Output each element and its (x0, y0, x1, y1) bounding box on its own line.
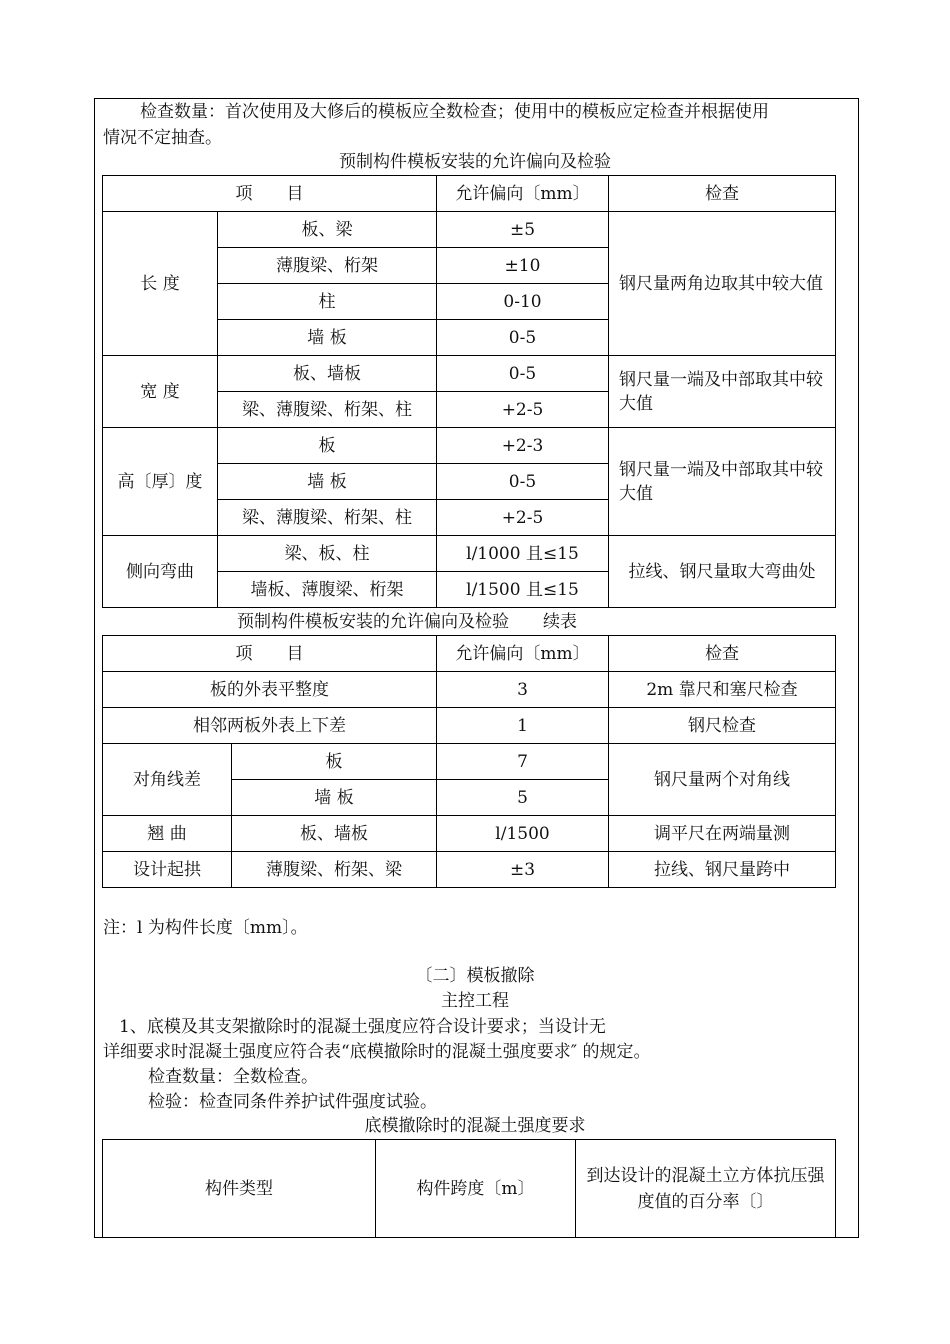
value-cell: l/1500 且≤15 (437, 572, 609, 608)
check-cell: 钢尺检查 (609, 708, 836, 744)
item-cell: 梁、板、柱 (218, 536, 437, 572)
section-heading: 〔二〕模板撤除 (415, 966, 535, 986)
table1-header-row (103, 176, 836, 212)
table2-header-value: 允许偏向〔mm〕 (437, 636, 609, 672)
table3-header-strength: 到达设计的混凝土立方体抗压强度值的百分率〔〕 (576, 1140, 836, 1238)
table3 (102, 1139, 836, 1238)
check-cell: 拉线、钢尺量跨中 (609, 852, 836, 888)
table-row (103, 852, 836, 888)
value-cell: ±5 (437, 212, 609, 248)
table-row (103, 708, 836, 744)
table-row (103, 536, 836, 572)
table1 (102, 175, 836, 608)
para1-line-1: 1、底模及其支架撤除时的混凝土强度应符合设计要求；当设计无 (119, 1017, 606, 1037)
group-name: 高〔厚〕度 (103, 428, 218, 536)
value-cell: +2-5 (437, 392, 609, 428)
table2-title: 预制构件模板安装的允许偏向及检验 续表 (237, 612, 577, 632)
table3-header-type: 构件类型 (103, 1140, 376, 1238)
check-cell: 钢尺量一端及中部取其中较大值 (609, 428, 836, 536)
check-cell: 钢尺量两角边取其中较大值 (609, 212, 836, 356)
table-row (103, 428, 836, 464)
table-row (103, 212, 836, 248)
check-cell: 钢尺量一端及中部取其中较大值 (609, 356, 836, 428)
item-cell: 板、梁 (218, 212, 437, 248)
value-cell: l/1000 且≤15 (437, 536, 609, 572)
group-name: 设计起拱 (103, 852, 232, 888)
table1-header-check: 检查 (609, 176, 836, 212)
intro-line-1: 检查数量：首次使用及大修后的模板应全数检查；使用中的模板应定检查并根据使用 (140, 102, 769, 122)
item-cell: 梁、薄腹梁、桁架、柱 (218, 392, 437, 428)
table1-header-item: 项 目 (103, 176, 437, 212)
value-cell: 5 (437, 780, 609, 816)
check-cell: 2m 靠尺和塞尺检查 (609, 672, 836, 708)
check-cell: 调平尺在两端量测 (609, 816, 836, 852)
item-cell: 墙 板 (218, 464, 437, 500)
table-row (103, 744, 836, 780)
item-cell: 板 (218, 428, 437, 464)
check-cell: 钢尺量两个对角线 (609, 744, 836, 816)
item-cell: 薄腹梁、桁架、梁 (232, 852, 437, 888)
value-cell: +2-3 (437, 428, 609, 464)
value-cell: ±3 (437, 852, 609, 888)
table3-header-row (103, 1140, 836, 1238)
item-cell: 梁、薄腹梁、桁架、柱 (218, 500, 437, 536)
check-method: 检验：检查同条件养护试件强度试验。 (148, 1092, 437, 1112)
item-cell: 薄腹梁、桁架 (218, 248, 437, 284)
check-quantity: 检查数量：全数检查。 (148, 1067, 318, 1087)
item-cell: 墙板、薄腹梁、桁架 (218, 572, 437, 608)
group-name: 长 度 (103, 212, 218, 356)
value-cell: 1 (437, 708, 609, 744)
group-name: 侧向弯曲 (103, 536, 218, 608)
note: 注：l 为构件长度〔mm〕。 (103, 918, 308, 938)
group-name: 宽 度 (103, 356, 218, 428)
item-cell: 墙 板 (218, 320, 437, 356)
value-cell: 0-5 (437, 464, 609, 500)
value-cell: l/1500 (437, 816, 609, 852)
item-cell: 墙 板 (232, 780, 437, 816)
table3-header-span: 构件跨度〔m〕 (376, 1140, 576, 1238)
para1-line-2: 详细要求时混凝土强度应符合表“底模撤除时的混凝土强度要求″ 的规定。 (103, 1042, 651, 1062)
value-cell: 0-5 (437, 356, 609, 392)
item-cell: 相邻两板外表上下差 (103, 708, 437, 744)
table1-header-value: 允许偏向〔mm〕 (437, 176, 609, 212)
value-cell: 7 (437, 744, 609, 780)
value-cell: +2-5 (437, 500, 609, 536)
table3-title: 底模撤除时的混凝土强度要求 (364, 1116, 586, 1136)
table2-header-item: 项 目 (103, 636, 437, 672)
table2-header-row (103, 636, 836, 672)
value-cell: ±10 (437, 248, 609, 284)
table2 (102, 635, 836, 888)
item-cell: 柱 (218, 284, 437, 320)
value-cell: 0-5 (437, 320, 609, 356)
table2-header-check: 检查 (609, 636, 836, 672)
group-name: 翘 曲 (103, 816, 232, 852)
table-row (103, 816, 836, 852)
item-cell: 板的外表平整度 (103, 672, 437, 708)
group-name: 对角线差 (103, 744, 232, 816)
table-row (103, 672, 836, 708)
item-cell: 板、墙板 (218, 356, 437, 392)
intro-line-2: 情况不定抽查。 (103, 128, 222, 148)
table-row (103, 356, 836, 392)
check-cell: 拉线、钢尺量取大弯曲处 (609, 536, 836, 608)
value-cell: 3 (437, 672, 609, 708)
section-subheading: 主控工程 (441, 991, 509, 1011)
item-cell: 板、墙板 (232, 816, 437, 852)
item-cell: 板 (232, 744, 437, 780)
value-cell: 0-10 (437, 284, 609, 320)
table1-title: 预制构件模板安装的允许偏向及检验 (339, 152, 611, 172)
